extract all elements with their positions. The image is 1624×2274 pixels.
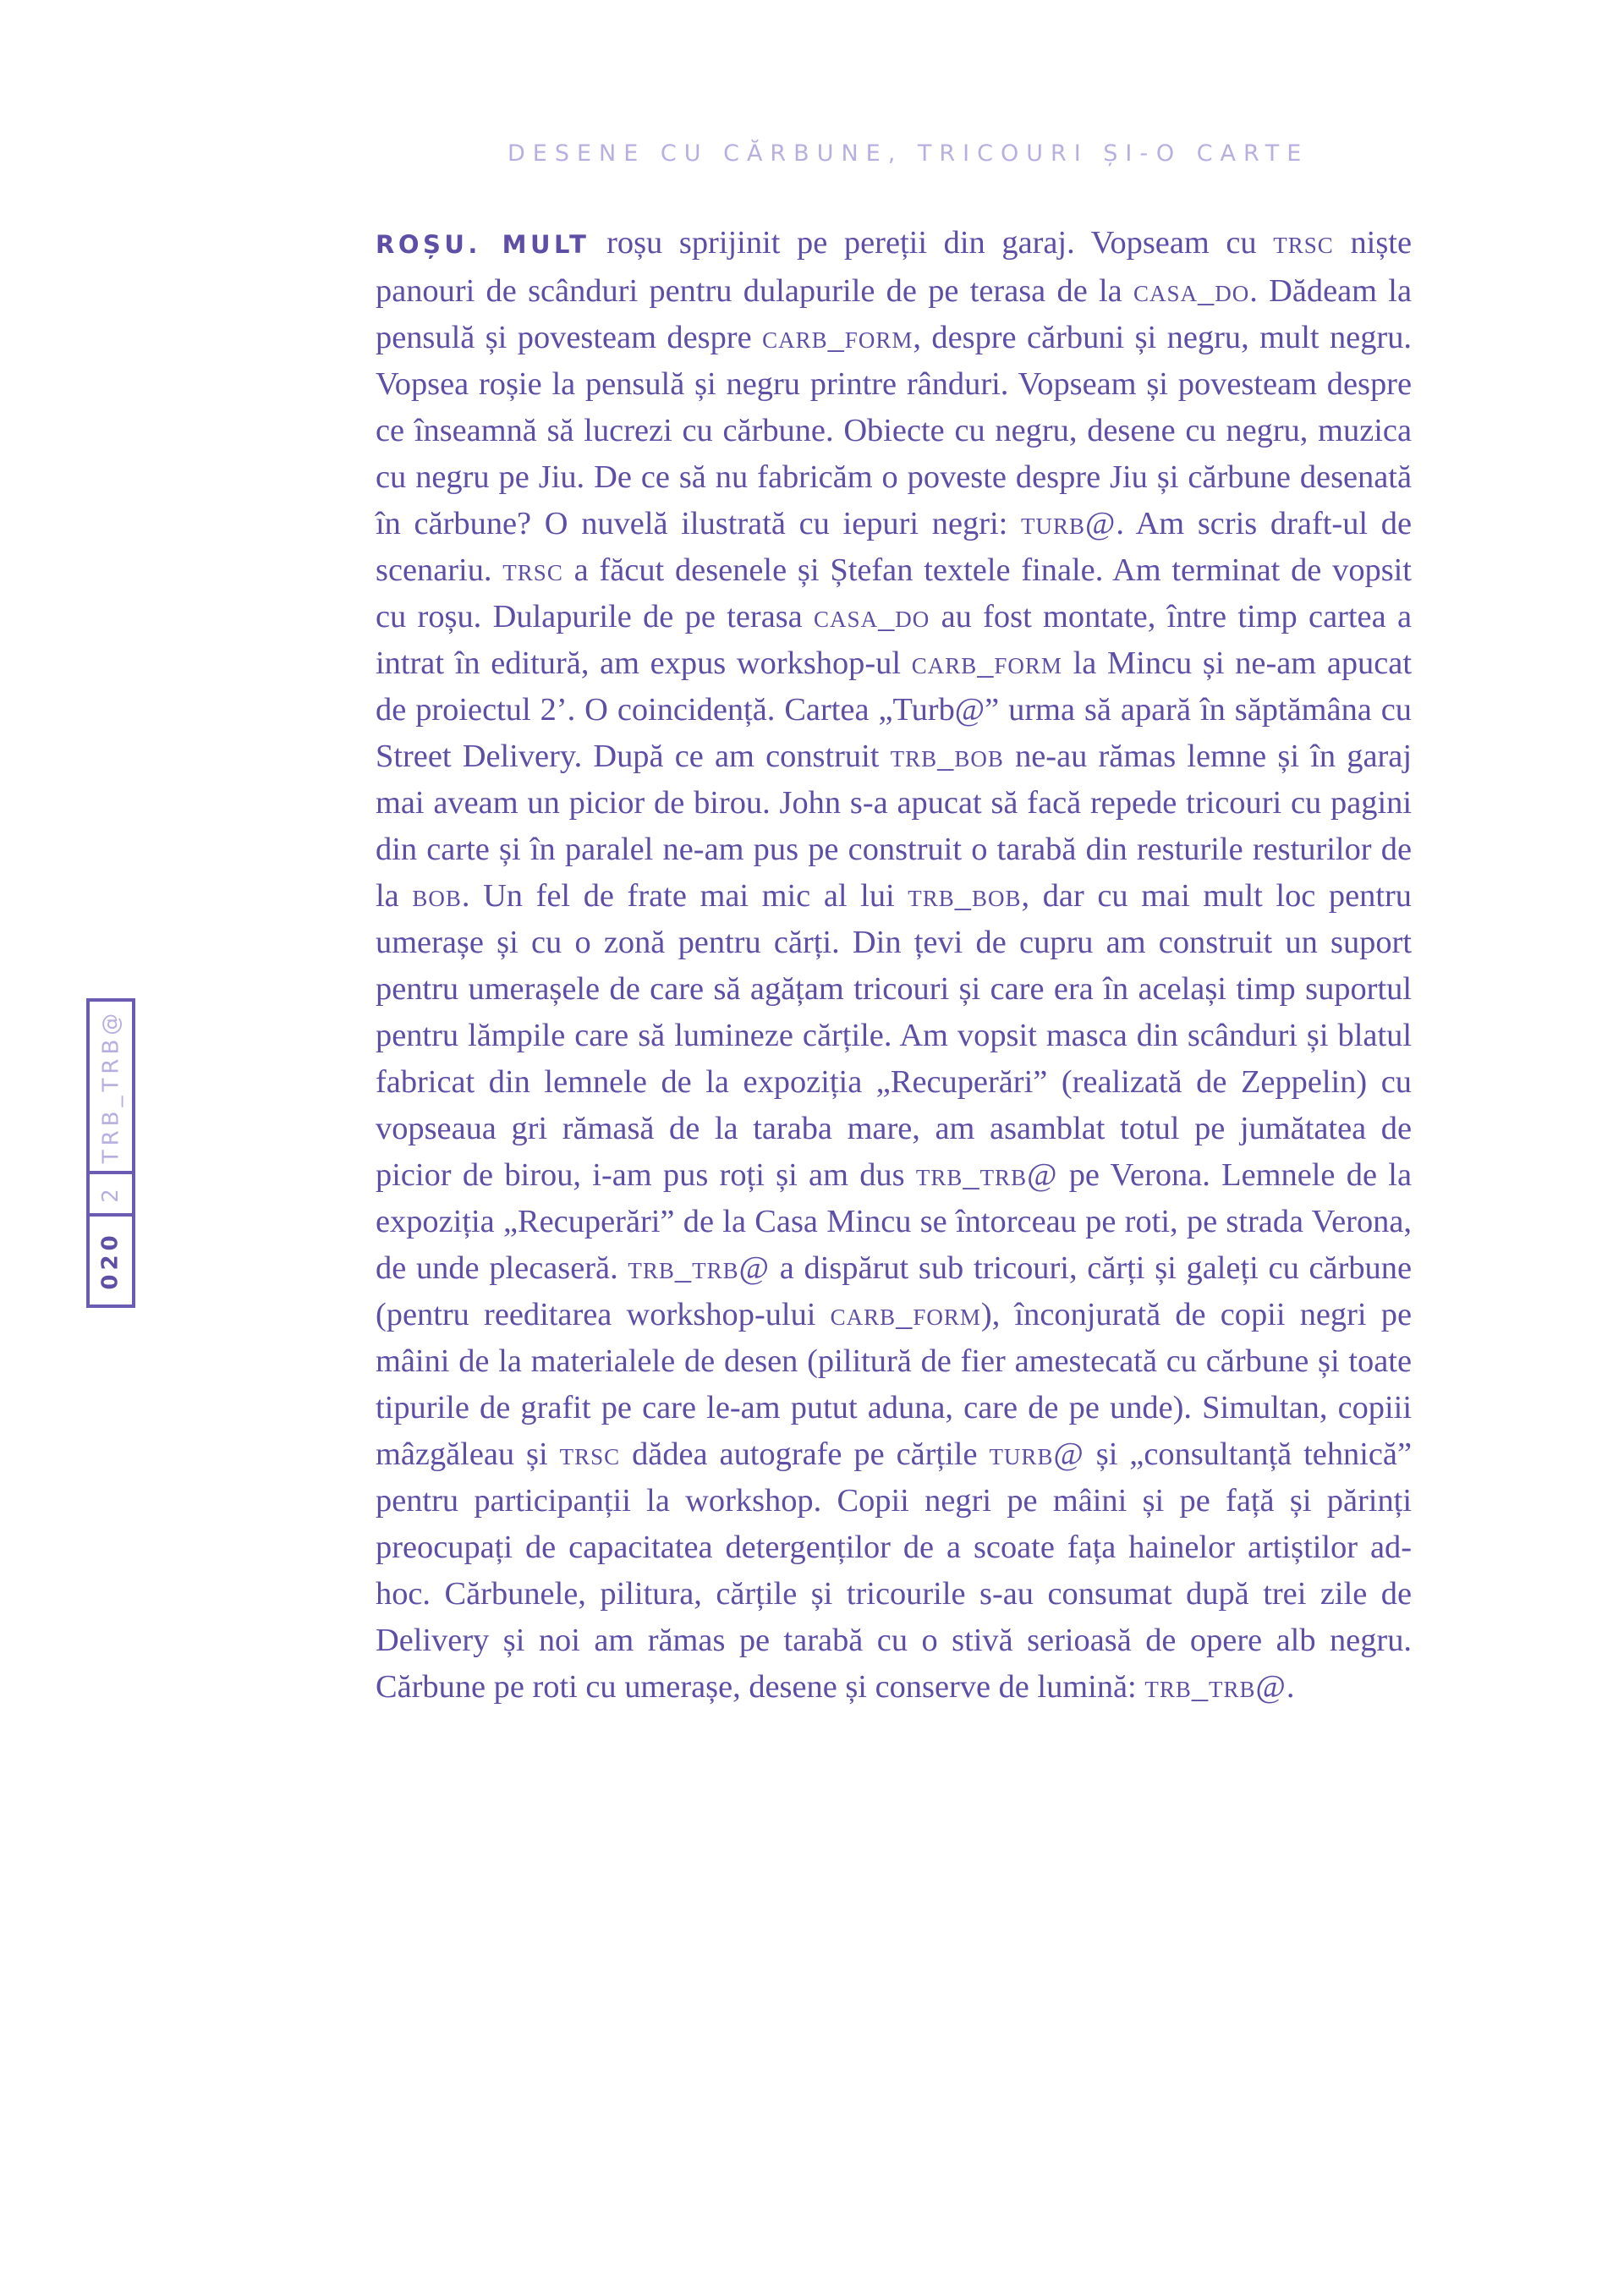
text-run: . Un fel de frate mai mic al lui xyxy=(461,878,908,914)
small-caps-term: trsc xyxy=(559,1436,621,1472)
text-run: ), înconjurată de copii negri pe mâini de la materialele de desen (pilitură de fier amestecată cu cărbune și toate tipurile de grafit pe care le-am putut aduna, care de pe unde). Simultan, copiii mâzgăleau și xyxy=(376,1297,1412,1472)
text-run: . xyxy=(1286,1669,1295,1705)
text-run: a dispărut sub tricouri, cărți și galeți cu cărbune (pentru reeditarea workshop-ului xyxy=(376,1250,1412,1332)
text-run: , dar cu mai mult loc pentru umerașe și cu o zonă pentru cărți. Din țevi de cupru am construit un suport pentru umerașele de care să agățam tricouri și care era în același timp suportul pentru lămpile care să lumineze cărțile. Am vopsit masca din scânduri și blatul fabricat din lemnele de la expoziția „Recuperări” (realizată de Zeppelin) cu vopseaua gri rămasă de la taraba mare, am asamblat totul pe jumătatea de picior de birou, i-am pus roți și am dus xyxy=(376,878,1412,1193)
side-tab xyxy=(86,998,135,1308)
text-run: niște panouri de scânduri pentru dulapurile de pe terasa de la xyxy=(376,225,1412,309)
text-run: ne-au rămas lemne și în garaj mai aveam un picior de birou. John s-a apucat să facă repede tricouri cu pagini din carte și în paralel ne-am pus pe construit o tarabă din resturile resturilor de la xyxy=(376,739,1412,914)
small-caps-term: carb_form xyxy=(830,1297,981,1332)
text-run: pe Verona. Lemnele de la expoziția „Recuperări” de la Casa Mincu se întorceau pe roti, pe strada Verona, de unde plecaseră. xyxy=(376,1157,1412,1286)
page-number: 020 xyxy=(98,1231,123,1290)
text-run: . Dădeam la pensulă și povesteam despre xyxy=(376,273,1412,355)
series-label: TRB_TRB@ xyxy=(98,1008,124,1164)
volume-number: 2 xyxy=(97,1184,123,1203)
small-caps-term: casa_do xyxy=(1133,273,1250,309)
text-run: au fost montate, între timp cartea a intrat în editură, am expus workshop-ul xyxy=(376,599,1413,681)
small-caps-term: turb@ xyxy=(1021,506,1116,541)
text-run: a făcut desenele și Ștefan textele finale. Am terminat de vopsit cu roșu. Dulapurile de pe terasa xyxy=(376,552,1412,634)
lead-in: ROȘU. MULT xyxy=(376,230,590,259)
text-run: și „consultanță tehnică” pentru participanții la workshop. Copii negri pe mâini și pe față și părinți preocupați de capacitatea detergenților de a scoate fața hainelor artiștilor ad-hoc. Cărbunele, pilitura, cărțile și tricourile s-au consumat după trei zile de Delivery și noi am rămas pe tarabă cu o stivă serioasă de opere alb negru. Cărbune pe roti cu umerașe, desene și conserve de lumină: xyxy=(376,1436,1412,1705)
small-caps-term: trb_trb@ xyxy=(628,1250,770,1286)
text-run: dădea autografe pe cărțile xyxy=(620,1436,990,1472)
small-caps-term: trb_bob xyxy=(890,739,1004,774)
small-caps-term: trsc xyxy=(502,552,563,588)
small-caps-term: bob xyxy=(412,878,462,914)
text-run: , despre cărbuni și negru, mult negru. Vopsea roșie la pensulă și negru printre rânduri. Vopseam și povesteam despre ce înseamnă să lucrezi cu cărbune. Obiecte cu negru, desene cu negru, muzica cu negru pe Jiu. De ce să nu fabricăm o poveste despre Jiu și cărbune desenată în cărbune? O nuvelă ilustrată cu iepuri negri: xyxy=(376,320,1412,541)
side-tab-volume xyxy=(90,1174,132,1213)
running-header-title: DESENE CU CĂRBUNE, TRICOURI ȘI-O CARTE xyxy=(508,140,1309,167)
text-run: la Mincu și ne-am apucat de proiectul 2’. O coincidență. Cartea „Turb@” urma să apară în săptămâna cu Street Delivery. După ce am construit xyxy=(376,645,1412,774)
small-caps-term: trb_trb@ xyxy=(1144,1669,1287,1705)
small-caps-term: casa_do xyxy=(814,599,930,634)
text-run: roșu sprijinit pe pereții din garaj. Vopseam cu xyxy=(590,225,1274,261)
small-caps-term: carb_form xyxy=(762,320,914,355)
side-tab-page xyxy=(90,1217,132,1305)
small-caps-term: turb@ xyxy=(989,1436,1084,1472)
article-body xyxy=(376,220,1412,1711)
small-caps-term: trb_trb@ xyxy=(915,1157,1058,1193)
side-tab-series xyxy=(90,1002,132,1171)
small-caps-term: trsc xyxy=(1273,225,1334,261)
small-caps-term: carb_form xyxy=(911,645,1062,681)
small-caps-term: trb_bob xyxy=(908,878,1022,914)
text-run: . Am scris draft-ul de scenariu. xyxy=(376,506,1412,588)
